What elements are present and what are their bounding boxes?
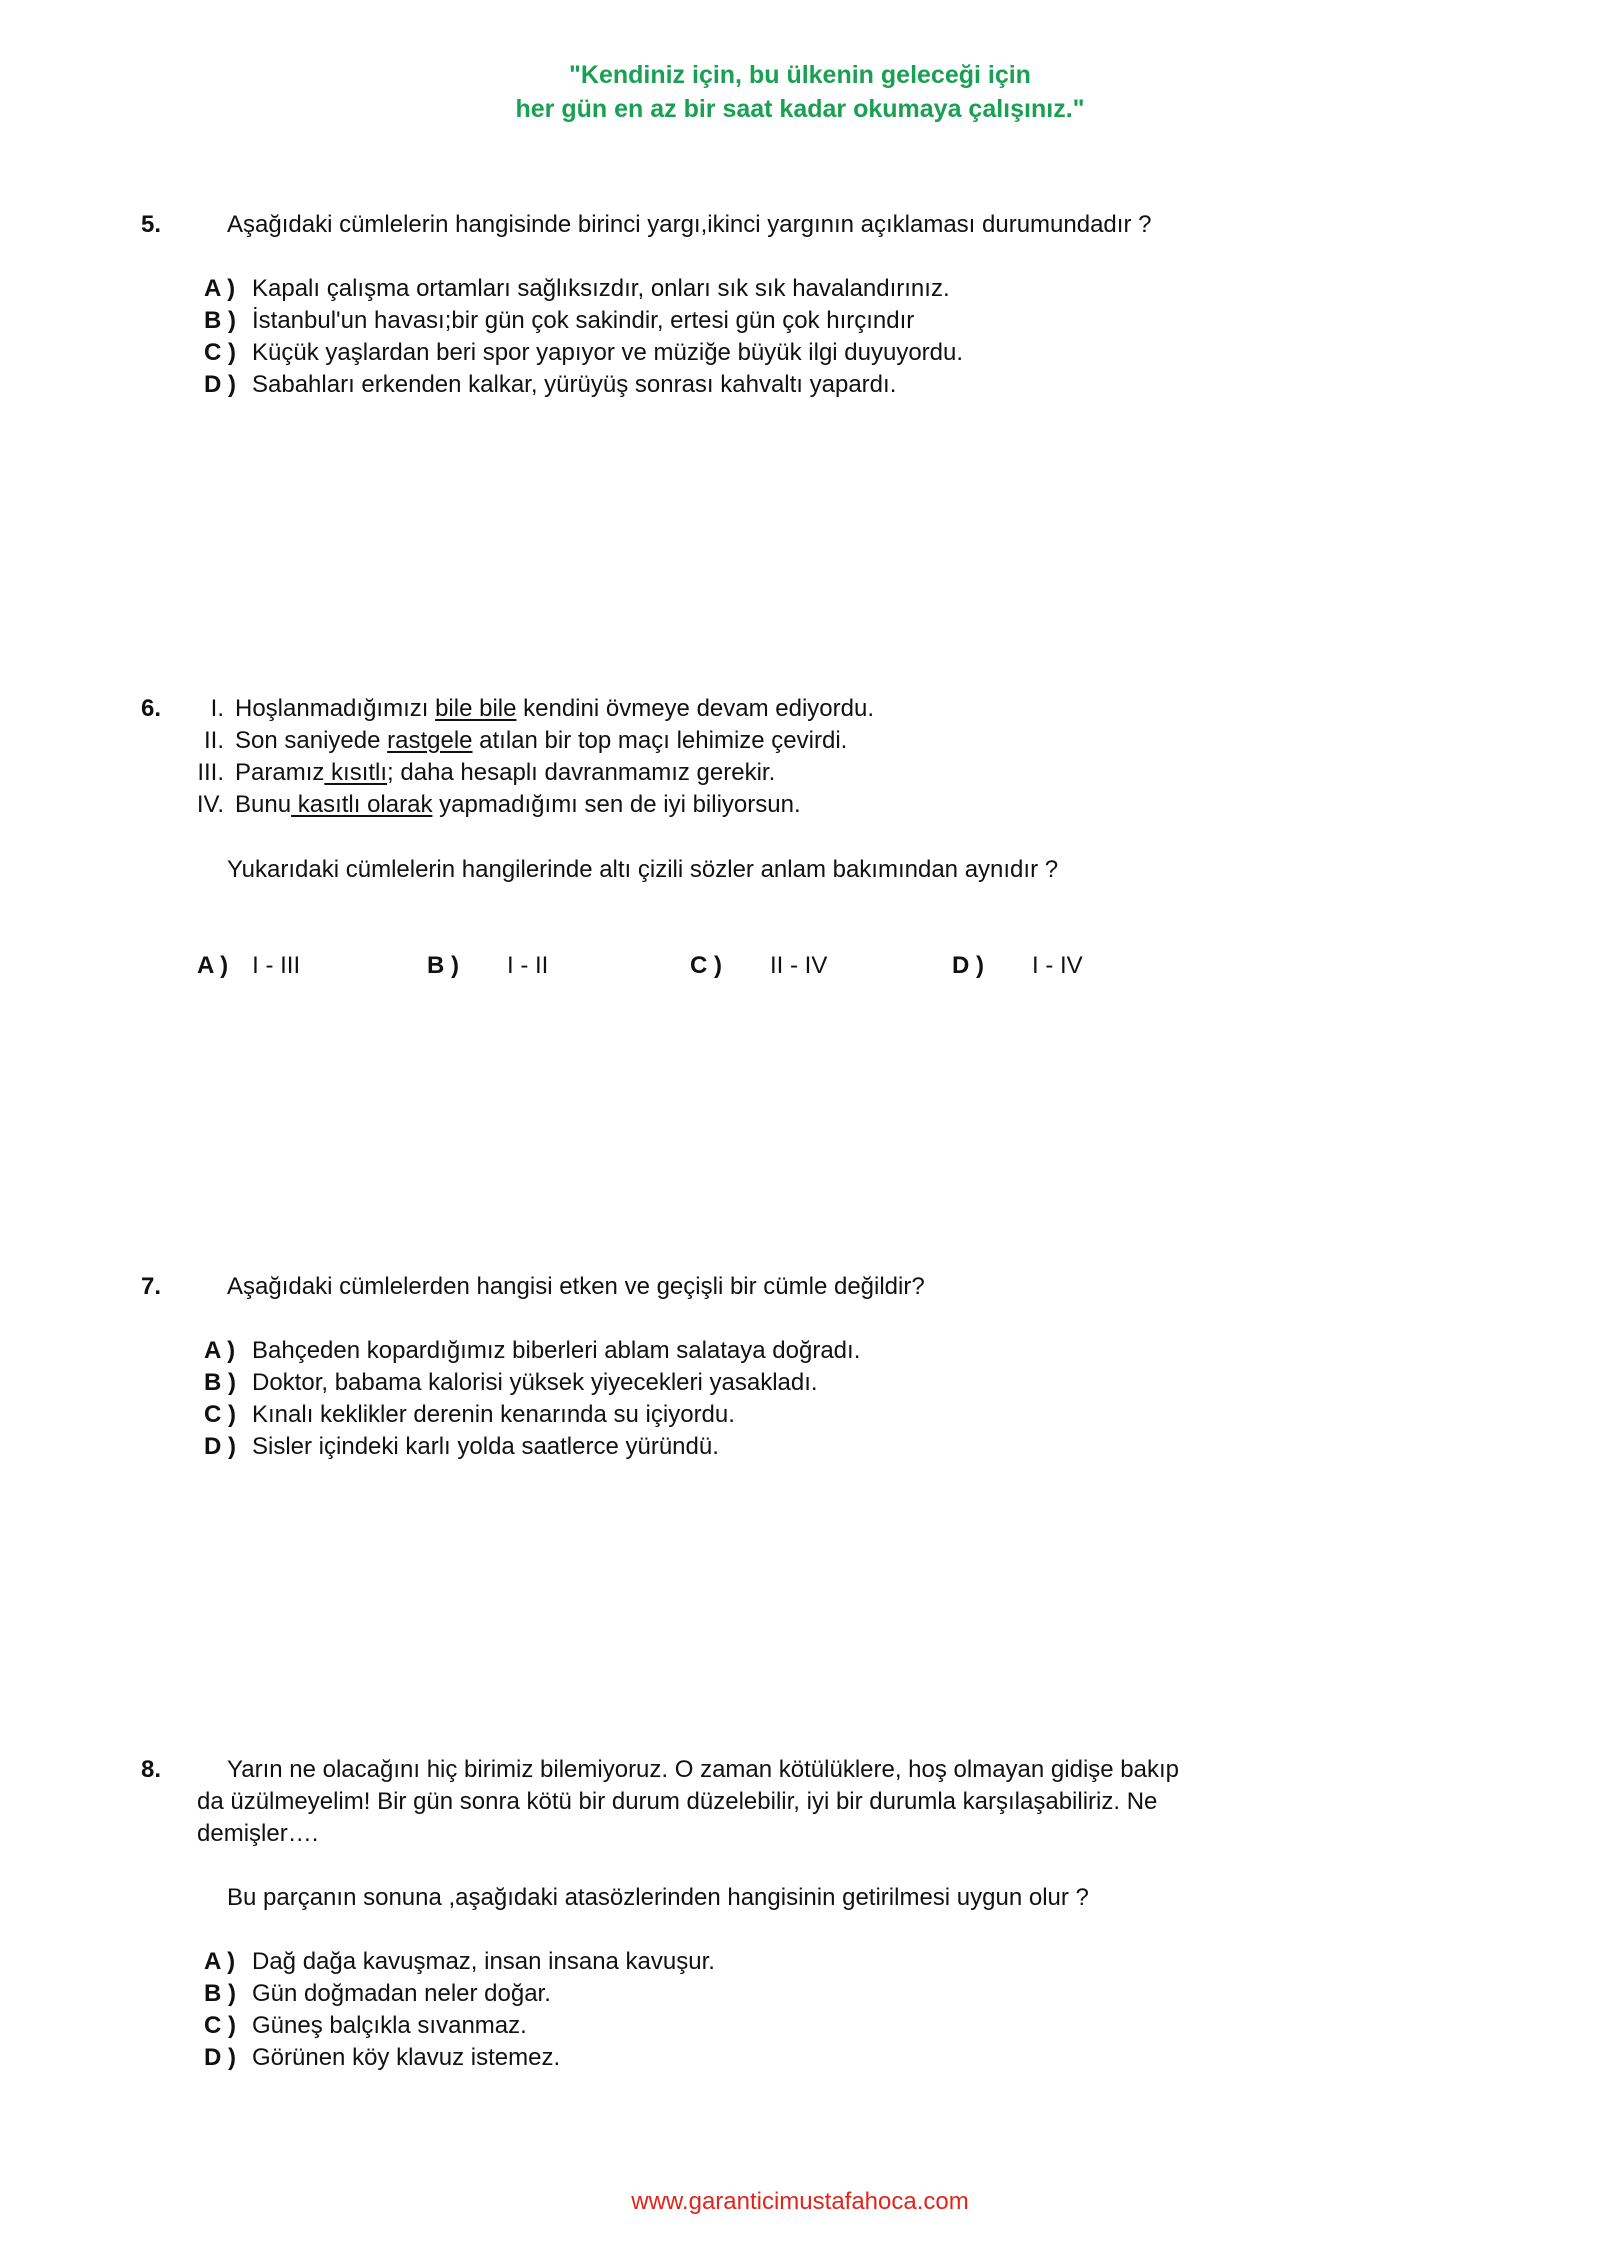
option-letter: A ) <box>204 1948 236 1975</box>
option-letter: B ) <box>427 952 459 979</box>
underlined-phrase: kasıtlı olarak <box>291 791 433 818</box>
option-text: Kınalı keklikler derenin kenarında su içiyordu. <box>252 1401 735 1428</box>
question-7-option-d[interactable] <box>204 1432 719 1462</box>
question-6-option-d[interactable] <box>952 951 1083 981</box>
option-letter: D ) <box>204 371 236 398</box>
question-6-option-b[interactable] <box>427 951 548 981</box>
option-letter: C ) <box>204 1401 236 1428</box>
question-8-option-c[interactable] <box>204 2011 527 2041</box>
option-text: I - II <box>507 952 549 979</box>
option-letter: C ) <box>204 339 236 366</box>
question-5-option-c[interactable] <box>204 338 963 368</box>
option-letter: D ) <box>204 2044 236 2071</box>
statement-iii <box>180 758 775 788</box>
question-6-option-a[interactable] <box>197 951 300 981</box>
option-letter: C ) <box>690 952 722 979</box>
question-5-option-a[interactable] <box>204 274 950 304</box>
question-8-passage-line-1: Yarın ne olacağını hiç birimiz bilemiyoruz. O zaman kötülüklere, hoş olmayan gidişe bakıp <box>227 1756 1180 1783</box>
option-letter: B ) <box>204 307 236 334</box>
statement-text-pre: Bunu <box>235 791 292 818</box>
option-text: Sabahları erkenden kalkar, yürüyüş sonrası kahvaltı yapardı. <box>252 371 897 398</box>
underlined-phrase: kısıtlı <box>324 759 388 786</box>
option-letter: C ) <box>204 2012 236 2039</box>
question-7-option-a[interactable] <box>204 1336 860 1366</box>
option-text: Bahçeden kopardığımız biberleri ablam salataya doğradı. <box>252 1337 861 1364</box>
question-8-option-a[interactable] <box>204 1947 715 1977</box>
option-letter: D ) <box>204 1433 236 1460</box>
motto-line-2: her gün en az bir saat kadar okumaya çalışınız." <box>515 95 1085 123</box>
statement-text-post: kendini övmeye devam ediyordu. <box>516 695 874 722</box>
roman-numeral: II. <box>203 727 224 754</box>
option-text: İstanbul'un havası;bir gün çok sakindir, ertesi gün çok hırçındır <box>252 307 915 334</box>
statement-text-post: atılan bir top maçı lehimize çevirdi. <box>472 727 848 754</box>
option-letter: A ) <box>204 1337 236 1364</box>
underlined-phrase: rastgele <box>387 727 473 754</box>
option-text: Dağ dağa kavuşmaz, insan insana kavuşur. <box>252 1948 715 1975</box>
question-7-option-b[interactable] <box>204 1368 818 1398</box>
roman-numeral: III. <box>197 759 224 786</box>
statement-text-pre: Hoşlanmadığımızı <box>235 695 436 722</box>
statement-iv <box>180 790 801 820</box>
option-text: Gün doğmadan neler doğar. <box>252 1980 551 2007</box>
question-5-stem: Aşağıdaki cümlelerin hangisinde birinci yargı,ikinci yargının açıklaması durumundadır ? <box>227 211 1152 238</box>
underlined-phrase: bile bile <box>435 695 517 722</box>
footer-website-link[interactable]: www.garanticimustafahoca.com <box>631 2188 969 2215</box>
question-6-option-c[interactable] <box>690 951 827 981</box>
statement-i <box>180 694 874 724</box>
question-8-number: 8. <box>141 1756 162 1783</box>
option-text: I - III <box>252 952 301 979</box>
roman-numeral: IV. <box>196 791 224 818</box>
option-text: II - IV <box>770 952 828 979</box>
option-letter: A ) <box>204 275 236 302</box>
roman-numeral: I. <box>210 695 224 722</box>
question-8-option-b[interactable] <box>204 1979 551 2009</box>
option-text: Görünen köy klavuz istemez. <box>252 2044 561 2071</box>
statement-ii <box>180 726 847 756</box>
statement-text-pre: Paramız <box>235 759 325 786</box>
question-7-stem: Aşağıdaki cümlelerden hangisi etken ve geçişli bir cümle değildir? <box>227 1273 925 1300</box>
question-7-option-c[interactable] <box>204 1400 735 1430</box>
statement-text-pre: Son saniyede <box>235 727 388 754</box>
question-5-option-b[interactable] <box>204 306 914 336</box>
question-7-number: 7. <box>141 1273 162 1300</box>
question-8-option-d[interactable] <box>204 2043 560 2073</box>
option-letter: A ) <box>197 952 229 979</box>
option-text: Kapalı çalışma ortamları sağlıksızdır, onları sık sık havalandırınız. <box>252 275 950 302</box>
option-letter: B ) <box>204 1980 236 2007</box>
statement-text-post: ; daha hesaplı davranmamız gerekir. <box>387 759 776 786</box>
question-8-passage-line-2: da üzülmeyelim! Bir gün sonra kötü bir durum düzelebilir, iyi bir durumla karşılaşabiliriz. Ne <box>197 1788 1158 1815</box>
motto-header <box>0 58 1600 126</box>
option-letter: B ) <box>204 1369 236 1396</box>
option-text: Doktor, babama kalorisi yüksek yiyecekleri yasakladı. <box>252 1369 818 1396</box>
question-8-stem: Bu parçanın sonuna ,aşağıdaki atasözlerinden hangisinin getirilmesi uygun olur ? <box>227 1884 1089 1911</box>
question-6-number: 6. <box>141 695 162 722</box>
option-text: Güneş balçıkla sıvanmaz. <box>252 2012 527 2039</box>
question-5-option-d[interactable] <box>204 370 896 400</box>
motto-line-1: "Kendiniz için, bu ülkenin geleceği için <box>569 61 1031 89</box>
option-text: I - IV <box>1032 952 1083 979</box>
question-5-number: 5. <box>141 211 162 238</box>
question-6-stem: Yukarıdaki cümlelerin hangilerinde altı çizili sözler anlam bakımından aynıdır ? <box>227 856 1059 883</box>
question-8-passage-line-3: demişler…. <box>197 1820 319 1847</box>
statement-text-post: yapmadığımı sen de iyi biliyorsun. <box>432 791 801 818</box>
option-letter: D ) <box>952 952 984 979</box>
option-text: Sisler içindeki karlı yolda saatlerce yüründü. <box>252 1433 719 1460</box>
option-text: Küçük yaşlardan beri spor yapıyor ve müziğe büyük ilgi duyuyordu. <box>252 339 964 366</box>
